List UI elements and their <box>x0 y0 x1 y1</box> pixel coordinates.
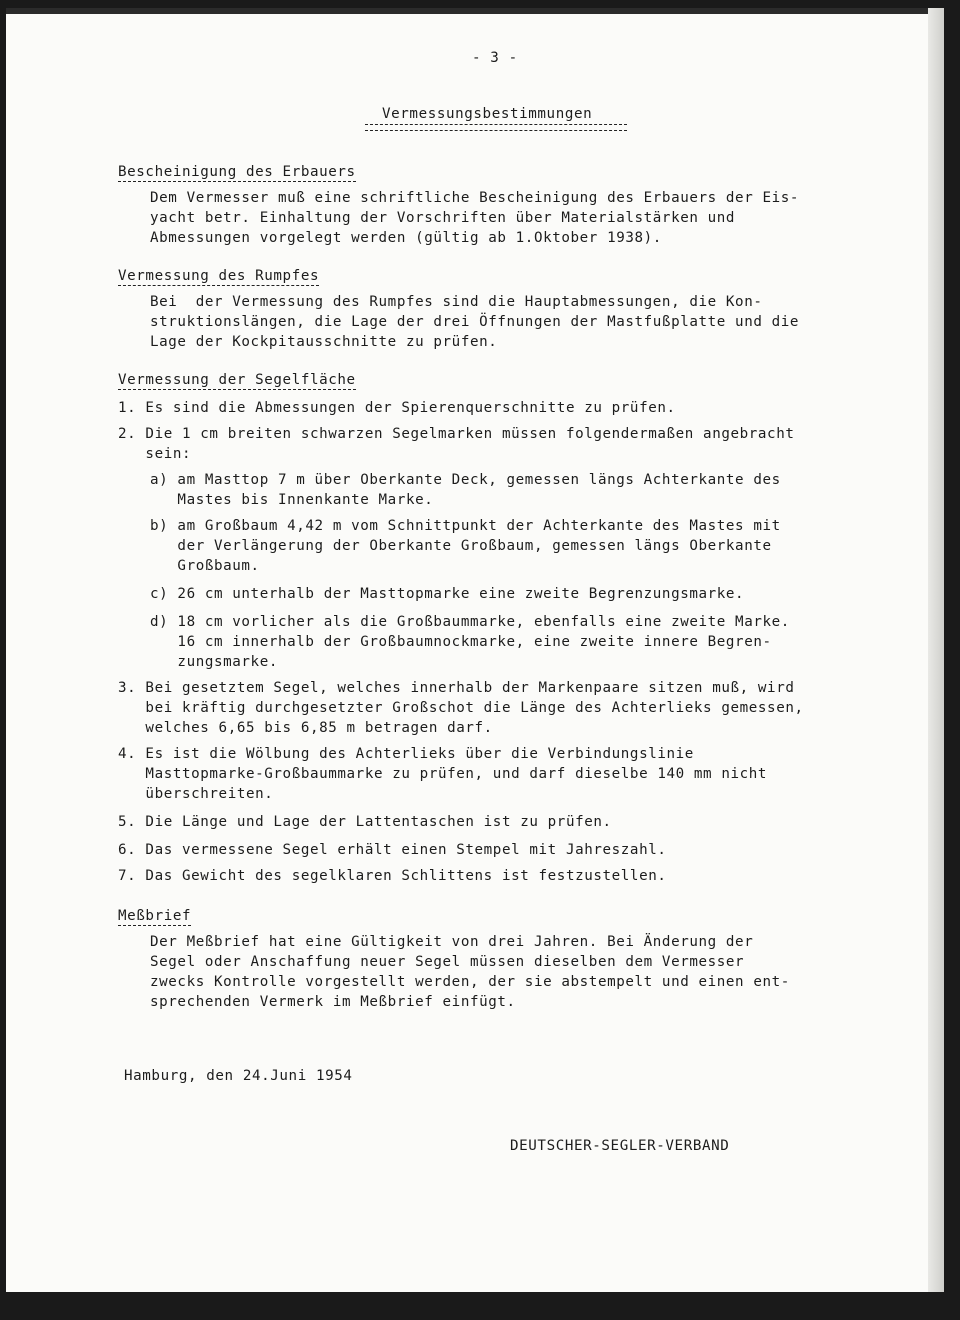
segel-sub-d: d) 18 cm vorlicher als die Großbaummarke, ebenfalls eine zweite Marke. <box>150 614 790 630</box>
segel-item-4-cont: Masttopmarke-Großbaummarke zu prüfen, und darf dieselbe 140 mm nicht <box>118 766 768 782</box>
rumpf-line: struktionslängen, die Lage der drei Öffnungen der Mastfußplatte und die <box>150 314 800 330</box>
segel-item-7: 7. Das Gewicht des segelklaren Schlittens ist festzustellen. <box>118 868 667 884</box>
segel-sub-c: c) 26 cm unterhalb der Masttopmarke eine zweite Begrenzungsmarke. <box>150 586 745 602</box>
heading-messbrief: Meßbrief <box>118 908 192 924</box>
segel-item-2: 2. Die 1 cm breiten schwarzen Segelmarken müssen folgendermaßen angebracht <box>118 426 795 442</box>
segel-item-4-cont: überschreiten. <box>118 786 274 802</box>
segel-sub-b-cont: Großbaum. <box>150 558 260 574</box>
erbauer-line: yacht betr. Einhaltung der Vorschriften über Materialstärken und <box>150 210 736 226</box>
segel-item-6: 6. Das vermessene Segel erhält einen Stempel mit Jahreszahl. <box>118 842 667 858</box>
title-double-underline <box>365 124 627 131</box>
heading-erbauer: Bescheinigung des Erbauers <box>118 164 356 180</box>
page-number: - 3 - <box>472 50 518 66</box>
messbrief-line: zwecks Kontrolle vorgestellt werden, der sie abstempelt und einen ent- <box>150 974 790 990</box>
rumpf-line: Bei der Vermessung des Rumpfes sind die Hauptabmessungen, die Kon- <box>150 294 763 310</box>
segel-sub-b: b) am Großbaum 4,42 m vom Schnittpunkt der Achterkante des Mastes mit <box>150 518 781 534</box>
segel-sub-d-cont: 16 cm innerhalb der Großbaumnockmarke, eine zweite innere Begren- <box>150 634 772 650</box>
segel-sub-b-cont: der Verlängerung der Oberkante Großbaum, gemessen längs Oberkante <box>150 538 772 554</box>
messbrief-line: Der Meßbrief hat eine Gültigkeit von drei Jahren. Bei Änderung der <box>150 934 754 950</box>
segel-item-5: 5. Die Länge und Lage der Lattentaschen ist zu prüfen. <box>118 814 612 830</box>
segel-item-2-cont: sein: <box>118 446 192 462</box>
segel-sub-d-cont: zungsmarke. <box>150 654 278 670</box>
binding-edge <box>6 8 944 14</box>
messbrief-line: Segel oder Anschaffung neuer Segel müssen dieselben dem Vermesser <box>150 954 745 970</box>
signature-organization: DEUTSCHER-SEGLER-VERBAND <box>510 1138 730 1154</box>
segel-item-4: 4. Es ist die Wölbung des Achterlieks über die Verbindungslinie <box>118 746 694 762</box>
segel-item-3-cont: welches 6,65 bis 6,85 m betragen darf. <box>118 720 493 736</box>
segel-item-3: 3. Bei gesetztem Segel, welches innerhalb der Markenpaare sitzen muß, wird <box>118 680 795 696</box>
segel-sub-a-cont: Mastes bis Innenkante Marke. <box>150 492 434 508</box>
segel-sub-a: a) am Masttop 7 m über Oberkante Deck, gemessen längs Achterkante des <box>150 472 781 488</box>
segel-item-1: 1. Es sind die Abmessungen der Spierenquerschnitte zu prüfen. <box>118 400 676 416</box>
rumpf-line: Lage der Kockpitausschnitte zu prüfen. <box>150 334 498 350</box>
paper-edge-shadow <box>928 8 944 1292</box>
heading-rumpf: Vermessung des Rumpfes <box>118 268 320 284</box>
messbrief-line: sprechenden Vermerk im Meßbrief einfügt. <box>150 994 516 1010</box>
place-date: Hamburg, den 24.Juni 1954 <box>124 1068 353 1084</box>
erbauer-line: Dem Vermesser muß eine schriftliche Bescheinigung des Erbauers der Eis- <box>150 190 800 206</box>
document-title: Vermessungsbestimmungen <box>382 106 593 122</box>
erbauer-line: Abmessungen vorgelegt werden (gültig ab 1.Oktober 1938). <box>150 230 662 246</box>
heading-segel: Vermessung der Segelfläche <box>118 372 356 388</box>
segel-item-3-cont: bei kräftig durchgesetzter Großschot die Länge des Achterlieks gemessen, <box>118 700 804 716</box>
